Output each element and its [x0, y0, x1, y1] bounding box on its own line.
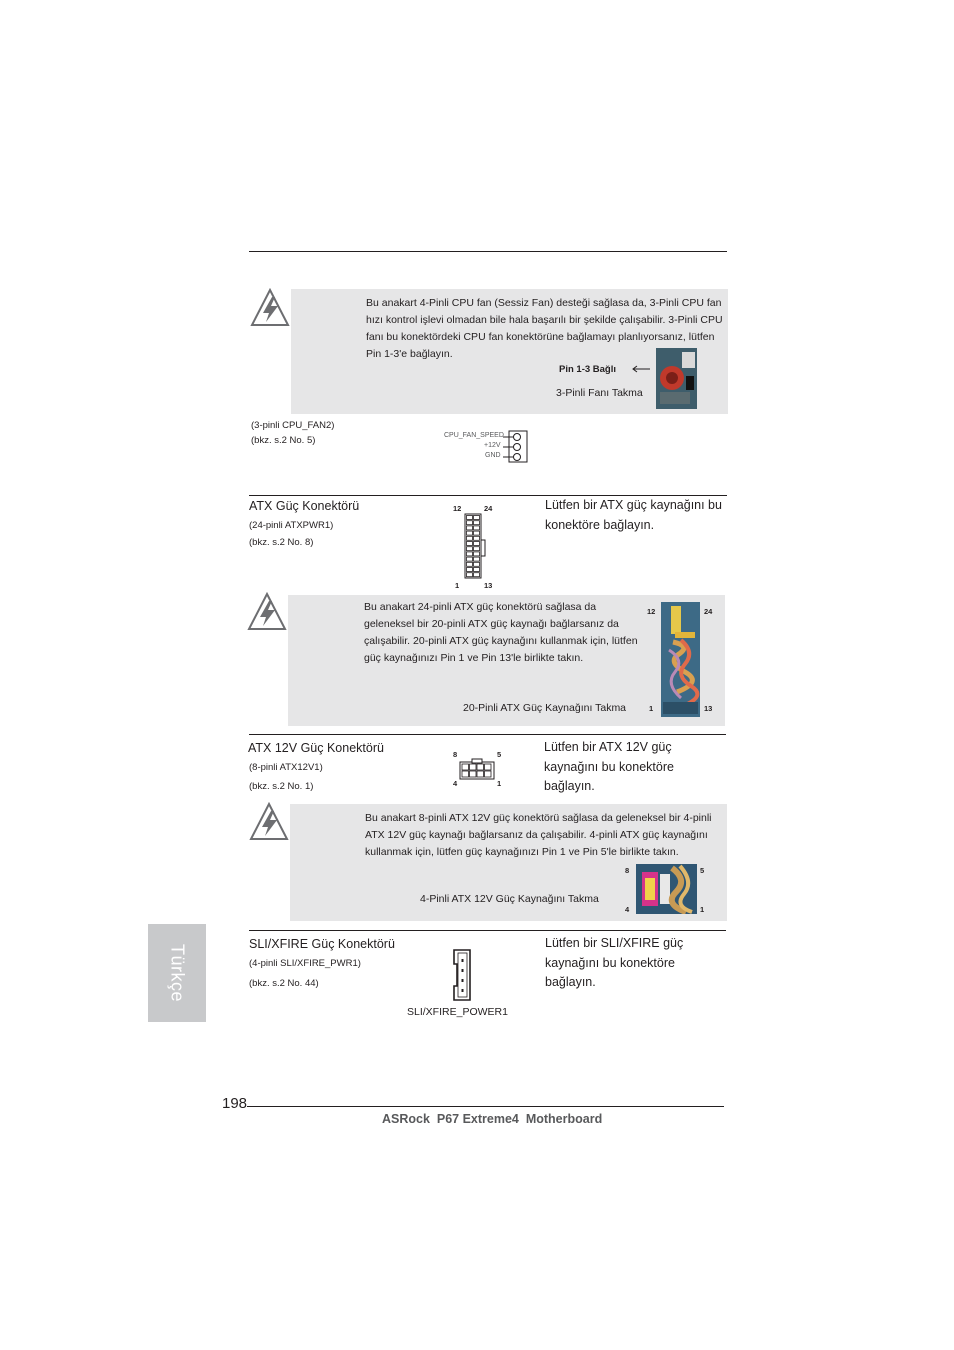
atx-subtitle: (24-pinli ATXPWR1): [249, 520, 334, 531]
atx-pin-13: 13: [484, 581, 493, 590]
atx-24pin-connector-diagram: [464, 513, 488, 579]
atx-photo-pin-12: 12: [647, 607, 656, 616]
atx12v-reference: (bkz. s.2 No. 1): [249, 781, 314, 792]
atx12v-install-photo: [636, 864, 697, 914]
pin-name-fan-speed: CPU_FAN_SPEED: [444, 432, 504, 439]
sli-description: Lütfen bir SLI/XFIRE güç kaynağını bu konektöre bağlayın.: [545, 936, 684, 989]
pin-name-12v: +12V: [484, 442, 501, 449]
warning-icon: [250, 288, 290, 328]
language-side-tab-label: Türkçe: [167, 943, 188, 1003]
sli-title: SLI/XFIRE Güç Konektörü: [249, 937, 395, 951]
sli-4pin-connector-diagram: [452, 948, 474, 1002]
atx-pin-12: 12: [453, 504, 462, 513]
page-number: 198: [222, 1095, 248, 1112]
sli-connector-label: SLI/XFIRE_POWER1: [407, 1006, 508, 1018]
atx-photo-pin-1: 1: [649, 704, 654, 713]
footer-product: ASRock P67 Extreme4 Motherboard: [382, 1112, 603, 1126]
top-rule: [249, 251, 727, 252]
atx-install-photo: [661, 602, 700, 717]
warning-icon: [249, 802, 289, 842]
atx-pin-1: 1: [455, 581, 460, 590]
sli-rule: [249, 930, 726, 931]
atx-photo-pin-24: 24: [704, 607, 713, 616]
atx-title: ATX Güç Konektörü: [249, 499, 360, 513]
atx-install-label: 20-Pinli ATX Güç Kaynağını Takma: [463, 702, 627, 714]
atx12v-description: Lütfen bir ATX 12V güç kaynağını bu konektöre bağlayın.: [544, 740, 674, 793]
atx-note-text: Bu anakart 24-pinli ATX güç konektörü sağlasa da geleneksel bir 20-pinli ATX güç kaynağı bağlarsanız da çalışabilir. 20-pinli ATX güç kaynağını kullanmak için, lütfen güç kaynağınızı Pin 1 ve Pin 13'le birlikte takın.: [364, 601, 638, 664]
sli-reference: (bkz. s.2 No. 44): [249, 978, 319, 989]
atx12v-rule: [249, 734, 726, 735]
footer-rule: [247, 1106, 724, 1107]
atx12v-photo-pin-1: 1: [700, 905, 705, 914]
atx12v-install-label: 4-Pinli ATX 12V Güç Kaynağını Takma: [420, 893, 599, 905]
atx-description: Lütfen bir ATX güç kaynağını bu konektöre bağlayın.: [545, 498, 722, 532]
language-side-tab: [148, 924, 206, 1022]
arrow-left-icon: [631, 365, 651, 373]
atx12v-photo-pin-8: 8: [625, 866, 630, 875]
cpu-fan-note-text: Bu anakart 4-Pinli CPU fan (Sessiz Fan) desteği sağlasa da, 3-Pinli CPU fan hızı kontrol işlevi olmadan bile hala başarılı bir şekilde çalışabilir. 3-Pinli CPU fanı bu konektördeki CPU fan konektörüne bağlamayı planlıyorsanız, lütfen Pin 1-3'e bağlayın.: [366, 297, 723, 360]
atx12v-photo-pin-5: 5: [700, 866, 705, 875]
atx12v-subtitle: (8-pinli ATX12V1): [249, 762, 323, 773]
atx-reference: (bkz. s.2 No. 8): [249, 537, 314, 548]
atx12v-title: ATX 12V Güç Konektörü: [248, 741, 384, 755]
warning-icon: [247, 592, 287, 632]
pin-connected-label: Pin 1-3 Bağlı: [559, 364, 617, 375]
cpu-fan-connector-diagram: [503, 430, 529, 464]
atx12v-pin-5: 5: [497, 750, 502, 759]
cpu-fan-reference: (bkz. s.2 No. 5): [251, 435, 316, 446]
atx12v-note-text: Bu anakart 8-pinli ATX 12V güç konektörü sağlasa da geleneksel bir 4-pinli ATX 12V güç kaynağı bağlarsanız da çalışabilir. 4-pinli ATX güç kaynağını kullanmak için, lütfen güç kaynağınızı Pin 1 ve Pin 5'le birlikte takın.: [365, 812, 712, 858]
atx12v-pin-8: 8: [453, 750, 458, 759]
cpu-fan-subtitle: (3-pinli CPU_FAN2): [251, 420, 335, 431]
atx12v-photo-pin-4: 4: [625, 905, 630, 914]
fan-install-photo: [656, 348, 697, 409]
atx-pin-24: 24: [484, 504, 493, 513]
atx12v-pin-1: 1: [497, 779, 502, 788]
sli-subtitle: (4-pinli SLI/XFIRE_PWR1): [249, 958, 361, 969]
atx12v-8pin-connector-diagram: [459, 758, 495, 780]
atx-photo-pin-13: 13: [704, 704, 713, 713]
pin-name-gnd: GND: [485, 452, 501, 459]
fan-install-label: 3-Pinli Fanı Takma: [556, 387, 643, 399]
atx12v-pin-4: 4: [453, 779, 458, 788]
